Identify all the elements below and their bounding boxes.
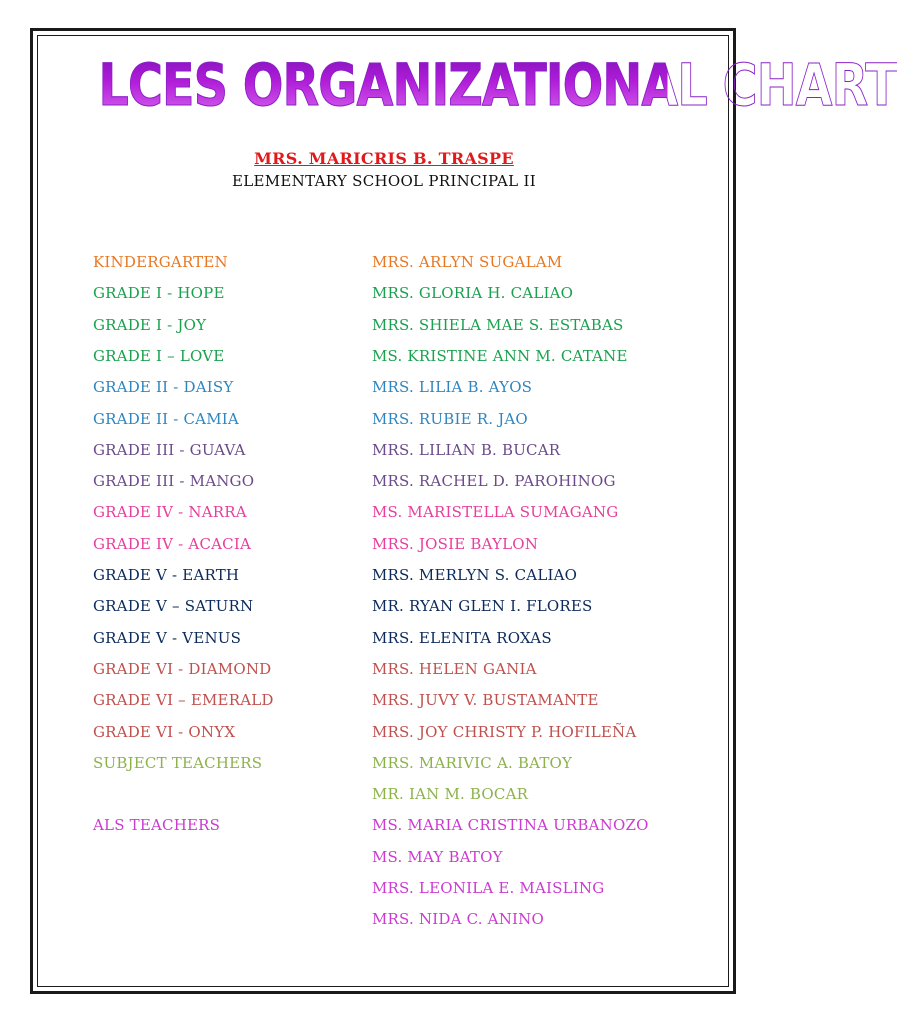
teacher-name: MRS. HELEN GANIA: [372, 660, 537, 678]
chart-title: LCES ORGANIZATIONAL CHART: [98, 40, 667, 130]
teacher-name: MRS. JOY CHRISTY P. HOFILEÑA: [372, 723, 637, 741]
class-label: GRADE V – SATURN: [93, 597, 254, 615]
teacher-name: MS. MARIA CRISTINA URBANOZO: [372, 816, 649, 834]
teacher-name: MS. MARISTELLA SUMAGANG: [372, 503, 619, 521]
class-label: GRADE III - MANGO: [93, 472, 255, 490]
class-label: GRADE I - HOPE: [93, 284, 225, 302]
teacher-name: MRS. ARLYN SUGALAM: [372, 253, 563, 271]
class-label: GRADE IV - ACACIA: [93, 535, 251, 553]
class-label: GRADE V - EARTH: [93, 566, 240, 584]
class-label: GRADE IV - NARRA: [93, 503, 247, 521]
teacher-name: MRS. JOSIE BAYLON: [372, 535, 539, 553]
teacher-name: MS. MAY BATOY: [372, 848, 503, 866]
class-label: GRADE VI – EMERALD: [93, 691, 274, 709]
principal-title: ELEMENTARY SCHOOL PRINCIPAL II: [232, 172, 536, 190]
class-label: GRADE I – LOVE: [93, 347, 225, 365]
teacher-name: MRS. RACHEL D. PAROHINOG: [372, 472, 616, 490]
teacher-name: MS. KRISTINE ANN M. CATANE: [372, 347, 628, 365]
teacher-name: MRS. MERLYN S. CALIAO: [372, 566, 578, 584]
teacher-name: MRS. LILIAN B. BUCAR: [372, 441, 561, 459]
teacher-name: MRS. LILIA B. AYOS: [372, 378, 533, 396]
teacher-name: MRS. JUVY V. BUSTAMANTE: [372, 691, 599, 709]
class-label: GRADE III - GUAVA: [93, 441, 246, 459]
class-label: ALS TEACHERS: [93, 816, 221, 834]
class-label: GRADE II - CAMIA: [93, 410, 239, 428]
teacher-name: MRS. RUBIE R. JAO: [372, 410, 528, 428]
class-label: GRADE VI - DIAMOND: [93, 660, 272, 678]
principal-name: MRS. MARICRIS B. TRASPE: [254, 149, 514, 168]
class-label: GRADE II - DAISY: [93, 378, 234, 396]
class-label: GRADE VI - ONYX: [93, 723, 236, 741]
class-label: KINDERGARTEN: [93, 253, 228, 271]
class-label: SUBJECT TEACHERS: [93, 754, 263, 772]
teacher-name: MRS. NIDA C. ANINO: [372, 910, 544, 928]
teacher-name: MR. RYAN GLEN I. FLORES: [372, 597, 593, 615]
teacher-name: MRS. SHIELA MAE S. ESTABAS: [372, 316, 624, 334]
teacher-name: MRS. ELENITA ROXAS: [372, 629, 552, 647]
teacher-name: MRS. MARIVIC A. BATOY: [372, 754, 573, 772]
class-label: GRADE I - JOY: [93, 316, 207, 334]
teacher-name: MRS. GLORIA H. CALIAO: [372, 284, 574, 302]
teacher-name: MR. IAN M. BOCAR: [372, 785, 529, 803]
teacher-name: MRS. LEONILA E. MAISLING: [372, 879, 605, 897]
class-label: GRADE V - VENUS: [93, 629, 242, 647]
